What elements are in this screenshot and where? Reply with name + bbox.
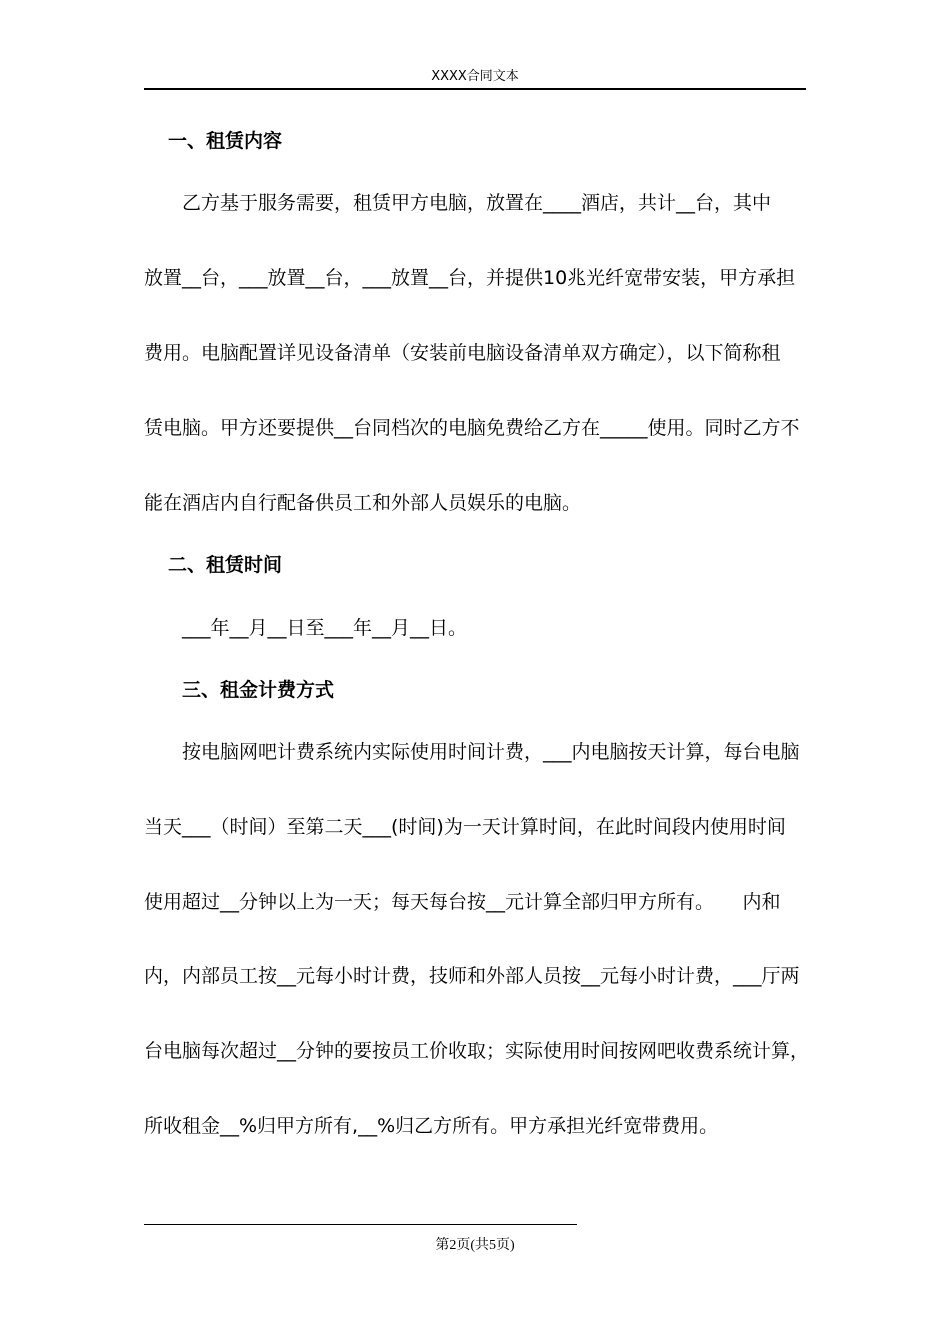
section-heading-rental-content: 一、租赁内容 bbox=[168, 130, 283, 152]
paragraph-line: 内，内部员工按__元每小时计费，技师和外部人员按__元每小时计费，___厅两 bbox=[144, 965, 800, 987]
paragraph-line: 放置__台，___放置__台，___放置__台，并提供10兆光纤宽带安装，甲方承担 bbox=[144, 267, 796, 289]
footer-divider bbox=[144, 1224, 577, 1225]
section-heading-rental-period: 二、租赁时间 bbox=[168, 554, 283, 576]
paragraph-line: 使用超过__分钟以上为一天；每天每台按__元计算全部归甲方所有。 内和 bbox=[144, 891, 781, 913]
paragraph-line: 当天___（时间）至第二天___(时间)为一天计算时间，在此时间段内使用时间 bbox=[144, 816, 786, 838]
paragraph-line: 能在酒店内自行配备供员工和外部人员娱乐的电脑。 bbox=[144, 492, 582, 514]
paragraph-line: 所收租金__%归甲方所有,__%归乙方所有。甲方承担光纤宽带费用。 bbox=[144, 1115, 719, 1137]
page-header: XXXX合同文本 bbox=[144, 66, 806, 90]
paragraph-line: 乙方基于服务需要，租赁甲方电脑，放置在____酒店，共计__台，其中 bbox=[182, 192, 772, 214]
paragraph-line: 费用。电脑配置详见设备清单（安装前电脑设备清单双方确定），以下简称租 bbox=[144, 342, 781, 364]
paragraph-line: 按电脑网吧计费系统内实际使用时间计费，___内电脑按天计算，每台电脑 bbox=[182, 741, 800, 763]
paragraph-line: 赁电脑。甲方还要提供__台同档次的电脑免费给乙方在_____使用。同时乙方不 bbox=[144, 417, 800, 439]
page-number: 第2页(共5页) bbox=[435, 1238, 515, 1253]
section-heading-rent-billing: 三、租金计费方式 bbox=[182, 679, 335, 701]
paragraph-line: 台电脑每次超过__分钟的要按员工价收取；实际使用时间按网吧收费系统计算， bbox=[144, 1040, 810, 1062]
paragraph-line: ___年__月__日至___年__月__日。 bbox=[182, 617, 468, 639]
